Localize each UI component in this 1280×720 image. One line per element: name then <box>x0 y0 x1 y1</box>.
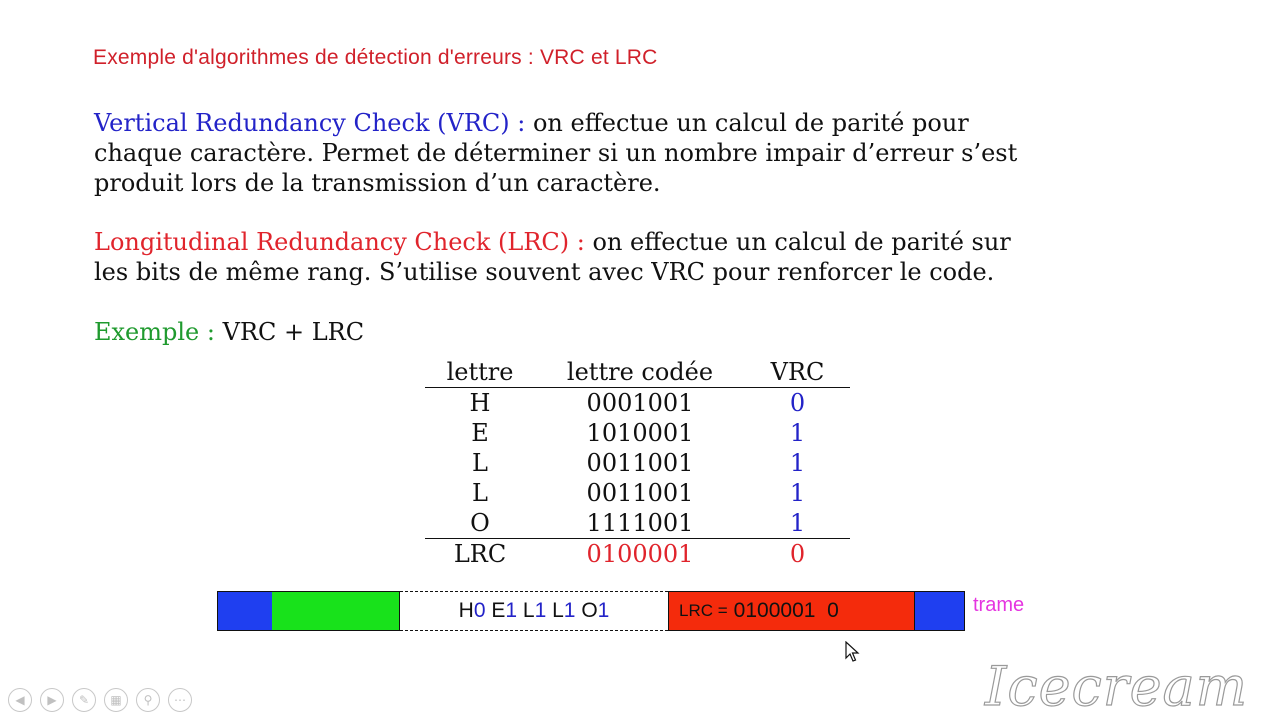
back-icon[interactable]: ◀ <box>8 688 32 712</box>
mouse-cursor-icon <box>845 641 861 663</box>
lrc-term: Longitudinal Redundancy Check (LRC) : <box>94 228 585 256</box>
table-row <box>425 478 850 508</box>
frame-char: H0 <box>458 599 486 622</box>
row-letter: H <box>469 389 491 417</box>
frame-lrc-value: 0100001 0 <box>733 599 839 622</box>
example-text: VRC + LRC <box>214 318 365 346</box>
presentation-toolbar <box>8 688 192 712</box>
row-code: 0001001 <box>586 389 694 417</box>
vrc-text-3: produit lors de la transmission d’un caractère. <box>94 169 661 197</box>
table-row <box>425 418 850 448</box>
frame-char: L1 <box>552 599 576 622</box>
lrc-paragraph <box>94 227 1194 287</box>
row-code: 1111001 <box>586 509 694 537</box>
frame-char: E1 <box>491 599 518 622</box>
vrc-lrc-table <box>425 357 850 569</box>
vrc-paragraph <box>94 108 1194 198</box>
vrc-text-1: on effectue un calcul de parité pour <box>525 109 969 137</box>
row-letter: O <box>470 509 490 537</box>
forward-icon[interactable]: ▶ <box>40 688 64 712</box>
row-vrc: 1 <box>789 509 806 537</box>
lrc-row-code: 0100001 <box>535 539 745 570</box>
row-vrc: 1 <box>789 449 806 477</box>
more-icon[interactable]: ⋯ <box>168 688 192 712</box>
example-label: Exemple : <box>94 318 215 346</box>
trame-label: trame <box>973 594 1025 616</box>
header-vrc: VRC <box>745 357 850 388</box>
example-heading <box>94 317 1194 347</box>
vrc-term: Vertical Redundancy Check (VRC) : <box>94 109 526 137</box>
table-row <box>425 508 850 539</box>
frame-header-block <box>272 591 400 631</box>
row-code: 0011001 <box>586 449 694 477</box>
frame-char: O1 <box>581 599 610 622</box>
row-letter: L <box>472 449 488 477</box>
row-code: 1010001 <box>586 419 694 447</box>
row-letter: E <box>471 419 489 447</box>
row-letter: L <box>472 479 488 507</box>
lrc-row-vrc: 0 <box>745 539 850 570</box>
lrc-text-2: les bits de même rang. S’utilise souvent avec VRC pour renforcer le code. <box>94 258 995 286</box>
table-row <box>425 448 850 478</box>
watermark-logo: Icecream <box>985 655 1248 718</box>
row-vrc: 1 <box>789 479 806 507</box>
lrc-row <box>425 539 850 570</box>
frame-lrc-block <box>668 591 915 631</box>
zoom-icon[interactable]: ⚲ <box>136 688 160 712</box>
row-code: 0011001 <box>586 479 694 507</box>
frame-lrc-label: LRC = <box>679 601 728 620</box>
slides-icon[interactable]: ▦ <box>104 688 128 712</box>
row-vrc: 0 <box>789 389 806 417</box>
frame-start-block <box>217 591 273 631</box>
vrc-text-2: chaque caractère. Permet de déterminer si un nombre impair d’erreur s’est <box>94 139 1018 167</box>
slide-title: Exemple d'algorithmes de détection d'erreurs : VRC et LRC <box>93 46 658 69</box>
table-row <box>425 388 850 419</box>
frame-data-block <box>400 591 668 631</box>
header-lettre-codee: lettre codée <box>535 357 745 388</box>
lrc-row-letter: LRC <box>425 539 535 570</box>
lrc-text-1: on effectue un calcul de parité sur <box>584 228 1011 256</box>
header-lettre: lettre <box>425 357 535 388</box>
frame-char: L1 <box>522 599 547 622</box>
pen-icon[interactable]: ✎ <box>72 688 96 712</box>
row-vrc: 1 <box>789 419 806 447</box>
frame-end-block <box>914 591 965 631</box>
